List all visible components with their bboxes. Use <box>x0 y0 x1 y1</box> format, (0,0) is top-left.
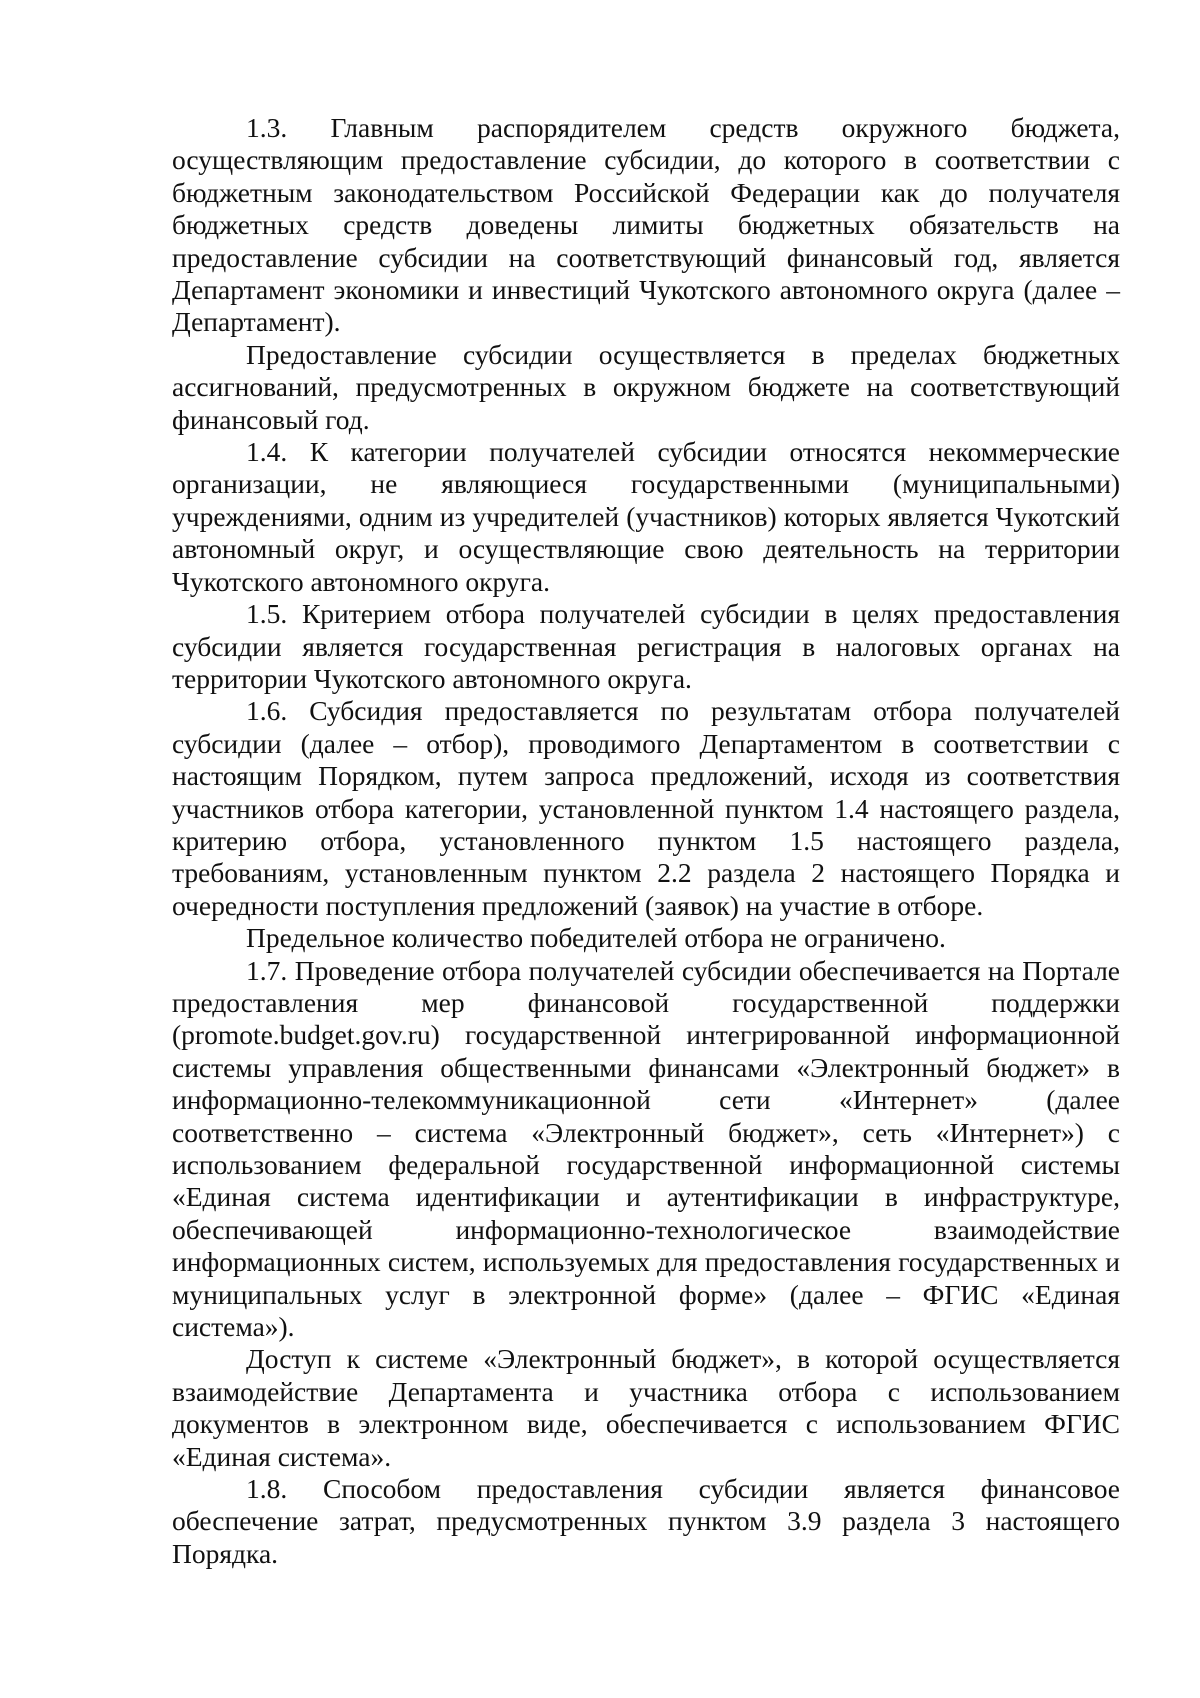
paragraph-system-access: Доступ к системе «Электронный бюджет», в которой осуществляется взаимодействие Департамента и участника отбора с использованием документов в электронном виде, обеспечивается с использованием ФГИС «Единая система». <box>172 1343 1120 1472</box>
paragraph-1-8: 1.8. Способом предоставления субсидии является финансовое обеспечение затрат, предусмотренных пунктом 3.9 раздела 3 настоящего Порядка. <box>172 1473 1120 1569</box>
paragraph-1-3: 1.3. Главным распорядителем средств окружного бюджета, осуществляющим предоставление субсидии, до которого в соответствии с бюджетным законодательством Российской Федерации как до получателя бюджетных средств доведены лимиты бюджетных обязательств на предоставление субсидии на соответствующий финансовый год, является Департамент экономики и инвестиций Чукотского автономного округа (далее – Департамент). <box>172 112 1120 338</box>
paragraph-1-7: 1.7. Проведение отбора получателей субсидии обеспечивается на Портале предоставления мер финансовой государственной поддержки (promote.budget.gov.ru) государственной интегрированной информационной системы управления общественными финансами «Электронный бюджет» в информационно-телекоммуникационной сети «Интернет» (далее соответственно – система «Электронный бюджет», сеть «Интернет») с использованием федеральной государственной информационной системы «Единая система идентификации и аутентификации в инфраструктуре, обеспечивающей информационно-технологическое взаимодействие информационных систем, используемых для предоставления государственных и муниципальных услуг в электронной форме» (далее – ФГИС «Единая система»). <box>172 954 1120 1343</box>
paragraph-1-4: 1.4. К категории получателей субсидии относятся некоммерческие организации, не являющиеся государственными (муниципальными) учреждениями, одним из учредителей (участников) которых является Чукотский автономный округ, и осуществляющие свою деятельность на территории Чукотского автономного округа. <box>172 436 1120 597</box>
paragraph-funding-limits: Предоставление субсидии осуществляется в пределах бюджетных ассигнований, предусмотренных в окружном бюджете на соответствующий финансовый год. <box>172 338 1120 435</box>
paragraph-1-6: 1.6. Субсидия предоставляется по результатам отбора получателей субсидии (далее – отбор), проводимого Департаментом в соответствии с настоящим Порядком, путем запроса предложений, исходя из соответствия участников отбора категории, установленной пунктом 1.4 настоящего раздела, критерию отбора, установленного пунктом 1.5 настоящего раздела, требованиям, установленным пунктом 2.2 раздела 2 настоящего Порядка и очередности поступления предложений (заявок) на участие в отборе. <box>172 695 1120 921</box>
paragraph-winners-limit: Предельное количество победителей отбора не ограничено. <box>246 922 946 954</box>
paragraph-1-5: 1.5. Критерием отбора получателей субсидии в целях предоставления субсидии является государственная регистрация в налоговых органах на территории Чукотского автономного округа. <box>172 598 1120 694</box>
document-page <box>172 112 1120 1570</box>
